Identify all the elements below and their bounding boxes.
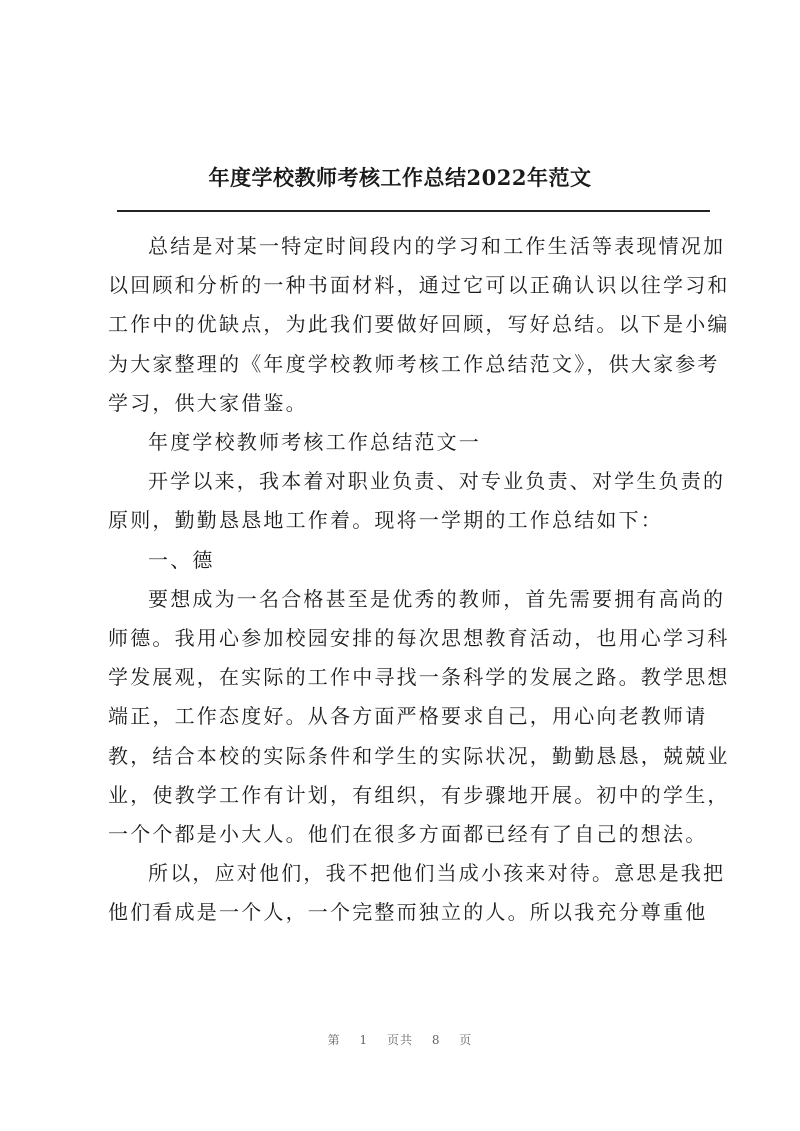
paragraph-virtue (108, 580, 730, 854)
text-line: 他们看成是一个人，一个完整而独立的人。所以我充分尊重他 (108, 900, 708, 925)
text-line: 一个个都是小大人。他们在很多方面都已经有了自己的想法。 (108, 822, 708, 847)
text-line: 所以，应对他们，我不把他们当成小孩来对待。意思是我把 (148, 861, 726, 886)
text-line: 工作中的优缺点，为此我们要做好回顾，写好总结。以下是小编 (108, 312, 730, 337)
paragraph-heading-virtue (108, 541, 708, 580)
paragraph-subtitle (108, 423, 708, 462)
text-line: 要想成为一名合格甚至是优秀的教师，首先需要拥有高尚的 (148, 586, 726, 611)
title-divider (117, 210, 710, 212)
page-footer (0, 1031, 800, 1048)
paragraph-intro (108, 227, 730, 423)
text-line: 总结是对某一特定时间段内的学习和工作生活等表现情况加 (148, 234, 726, 258)
paragraph-respect (108, 854, 726, 932)
text-line: 开学以来，我本着对职业负责、对专业负责、对学生负责的 (148, 469, 726, 494)
text-line: 以回顾和分析的一种书面材料，通过它可以正确认识以往学习和 (108, 273, 730, 298)
text-line: 学习，供大家借鉴。 (108, 390, 308, 415)
footer-middle: 页共 (386, 1033, 413, 1047)
footer-suffix: 页 (459, 1033, 473, 1047)
text-line: 端正，工作态度好。从各方面严格要求自己，用心向老教师请 (108, 704, 708, 729)
section-subtitle: 年度学校教师考核工作总结范文一 (148, 430, 481, 455)
text-line: 为大家整理的《年度学校教师考核工作总结范文》，供大家参考 (108, 351, 720, 376)
text-line: 教，结合本校的实际条件和学生的实际状况，勤勤恳恳，兢兢业 (108, 743, 730, 768)
document-title: 年度学校教师考核工作总结2022年范文 (208, 165, 592, 190)
text-line: 业，使教学工作有计划，有组织，有步骤地开展。初中的学生， (108, 782, 730, 807)
document-body (108, 227, 730, 933)
footer-total-pages: 8 (431, 1033, 441, 1047)
paragraph-opening (108, 462, 726, 540)
footer-page-number: 1 (359, 1033, 369, 1047)
text-line: 原则，勤勤恳恳地工作着。现将一学期的工作总结如下： (108, 508, 663, 533)
text-line: 师德。我用心参加校园安排的每次思想教育活动，也用心学习科 (108, 626, 730, 651)
section-heading: 一、德 (148, 547, 215, 572)
text-line: 学发展观，在实际的工作中寻找一条科学的发展之路。教学思想 (108, 665, 730, 690)
footer-prefix: 第 (327, 1033, 341, 1047)
